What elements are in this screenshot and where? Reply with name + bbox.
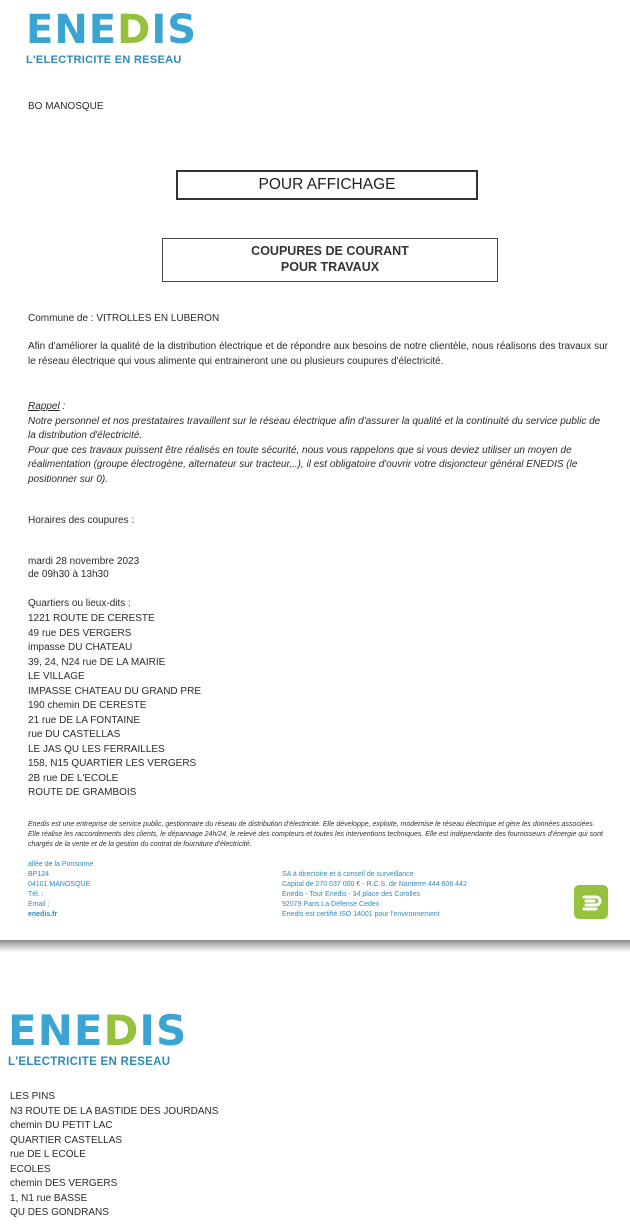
enedis-logo-mark: ENEDIS	[26, 7, 198, 53]
agency-name: BO MANOSQUE	[28, 101, 104, 112]
footer-phone: Tél. :	[28, 891, 44, 898]
list-item: QUARTIER CASTELLAS	[10, 1134, 123, 1146]
intro-paragraph: Afin d'améliorer la qualité de la distribution électrique et de répondre aux besoins de notre clientèle, nous réalisons des travaux sur le réseau électrique qui vous alimente qui entraineront une ou plusieurs coupures d'électricité.	[28, 341, 608, 367]
list-item: 158, N15 QUARTIER LES VERGERS	[28, 758, 197, 769]
enedis-symbol-icon	[574, 885, 608, 919]
footer-company-line: SA à directoire et à conseil de surveillance	[282, 871, 414, 878]
footer-email: Email :	[28, 901, 50, 908]
footer-company-line: 92079 Paris La Défense Cedex	[282, 901, 380, 908]
list-item: 2B rue DE L'ECOLE	[28, 772, 119, 784]
footer-address-line: allée de la Ponsonne	[28, 861, 94, 868]
list-item: 49 rue DES VERGERS	[28, 627, 132, 639]
quartiers-label: Quartiers ou lieux-dits :	[28, 598, 131, 609]
footer-website-link[interactable]: enedis.fr	[28, 911, 58, 918]
places-list-continued	[10, 1090, 218, 1221]
list-item: 1, N1 rue BASSE	[10, 1192, 88, 1204]
notice-title-line1: COUPURES DE COURANT	[251, 244, 409, 258]
notice-title-box	[162, 238, 498, 282]
enedis-logo	[26, 7, 198, 66]
list-item: 21 rue DE LA FONTAINE	[28, 714, 141, 726]
footer-legal-text: Enedis est une entreprise de service public, gestionnaire du réseau de distribution d'électricité. Elle développe, exploite, modernise le réseau électrique et gère les données associées. Elle réalise les raccordements des clients, le dépannage 24h/24, le relevé des compteurs et toutes les interventions techniques. Elle est indépendante des fournisseurs d'énergie qui sont chargés de la vente et de la gestion du contrat de fourniture d'électricité.	[28, 821, 603, 848]
list-item: impasse DU CHATEAU	[28, 642, 133, 653]
list-item: IMPASSE CHATEAU DU GRAND PRE	[28, 685, 201, 697]
horaires-label: Horaires des coupures :	[28, 515, 135, 526]
enedis-logo-mark: ENEDIS	[8, 1006, 188, 1055]
outage-time: de 09h30 à 13h30	[28, 569, 109, 580]
list-item: LE VILLAGE	[28, 671, 85, 682]
list-item: ECOLES	[10, 1163, 51, 1175]
footer-company-line: Capital de 270 037 000 € - R.C.S. de Nanterre 444 608 442	[282, 881, 467, 888]
logo-tagline: L'ELECTRICITE EN RESEAU	[26, 54, 182, 66]
list-item: rue DU CASTELLAS	[28, 729, 121, 740]
page-separator	[0, 940, 630, 952]
commune: Commune de : VITROLLES EN LUBERON	[28, 313, 220, 324]
notice-title-line2: POUR TRAVAUX	[280, 260, 380, 274]
list-item: QU DES GONDRANS	[10, 1207, 109, 1218]
list-item: 39, 24, N24 rue DE LA MAIRIE	[28, 656, 166, 668]
list-item: chemin DU PETIT LAC	[10, 1120, 113, 1131]
places-list	[28, 612, 201, 801]
footer-company-line: Enedis - Tour Enedis - 34 place des Corolles	[282, 891, 421, 898]
page-2	[0, 952, 630, 1230]
footer-company-info	[282, 870, 467, 920]
list-item: LES PINS	[10, 1091, 56, 1102]
rappel-title: Rappel	[28, 401, 60, 412]
list-item: ROUTE DE GRAMBOIS	[28, 787, 137, 798]
outage-date: mardi 28 novembre 2023	[28, 556, 140, 567]
list-item: LE JAS QU LES FERRAILLES	[28, 743, 165, 755]
list-item: rue DE L ECOLE	[10, 1149, 86, 1160]
list-item: chemin DES VERGERS	[10, 1178, 118, 1189]
affichage-heading: POUR AFFICHAGE	[176, 170, 478, 200]
list-item: N3 ROUTE DE LA BASTIDE DES JOURDANS	[10, 1105, 219, 1117]
rappel-section: Rappel : Notre personnel et nos prestataires travaillent sur le réseau électrique afin d'assurer la qualité et la continuité du service public de la distribution d'électricité. Pour que ces travaux puissent être réalisés en toute sécurité, nous vous rappelons que si vous deviez utiliser un moyen de réalimentation (groupe électrogène, alternateur sur tracteur,..), il est obligatoire d'ouvrir votre disjoncteur général ENEDIS (le positionner sur 0).	[28, 400, 608, 487]
rappel-paragraph-2: Pour que ces travaux puissent être réalisés en toute sécurité, nous vous rappelons que si vous deviez utiliser un moyen de réalimentation (groupe électrogène, alternateur sur tracteur,..), il est obligatoire d'ouvrir votre disjoncteur général ENEDIS (le positionner sur 0).	[28, 444, 578, 485]
footer-address	[28, 860, 93, 920]
logo-tagline: L'ELECTRICITE EN RESEAU	[8, 1056, 171, 1068]
rappel-paragraph-1: Notre personnel et nos prestataires travaillent sur le réseau électrique afin d'assurer la qualité et la continuité du service public de la distribution d'électricité.	[28, 415, 601, 441]
list-item: 190 chemin DE CERESTE	[28, 700, 147, 711]
footer-address-line: 04101 MANOSQUE	[28, 881, 91, 888]
footer-company-line: Enedis est certifié ISO 14001 pour l'environnement	[282, 911, 440, 918]
footer-address-line: BP124	[28, 871, 50, 878]
list-item: 1221 ROUTE DE CERESTE	[28, 613, 155, 624]
enedis-logo	[8, 1006, 188, 1068]
